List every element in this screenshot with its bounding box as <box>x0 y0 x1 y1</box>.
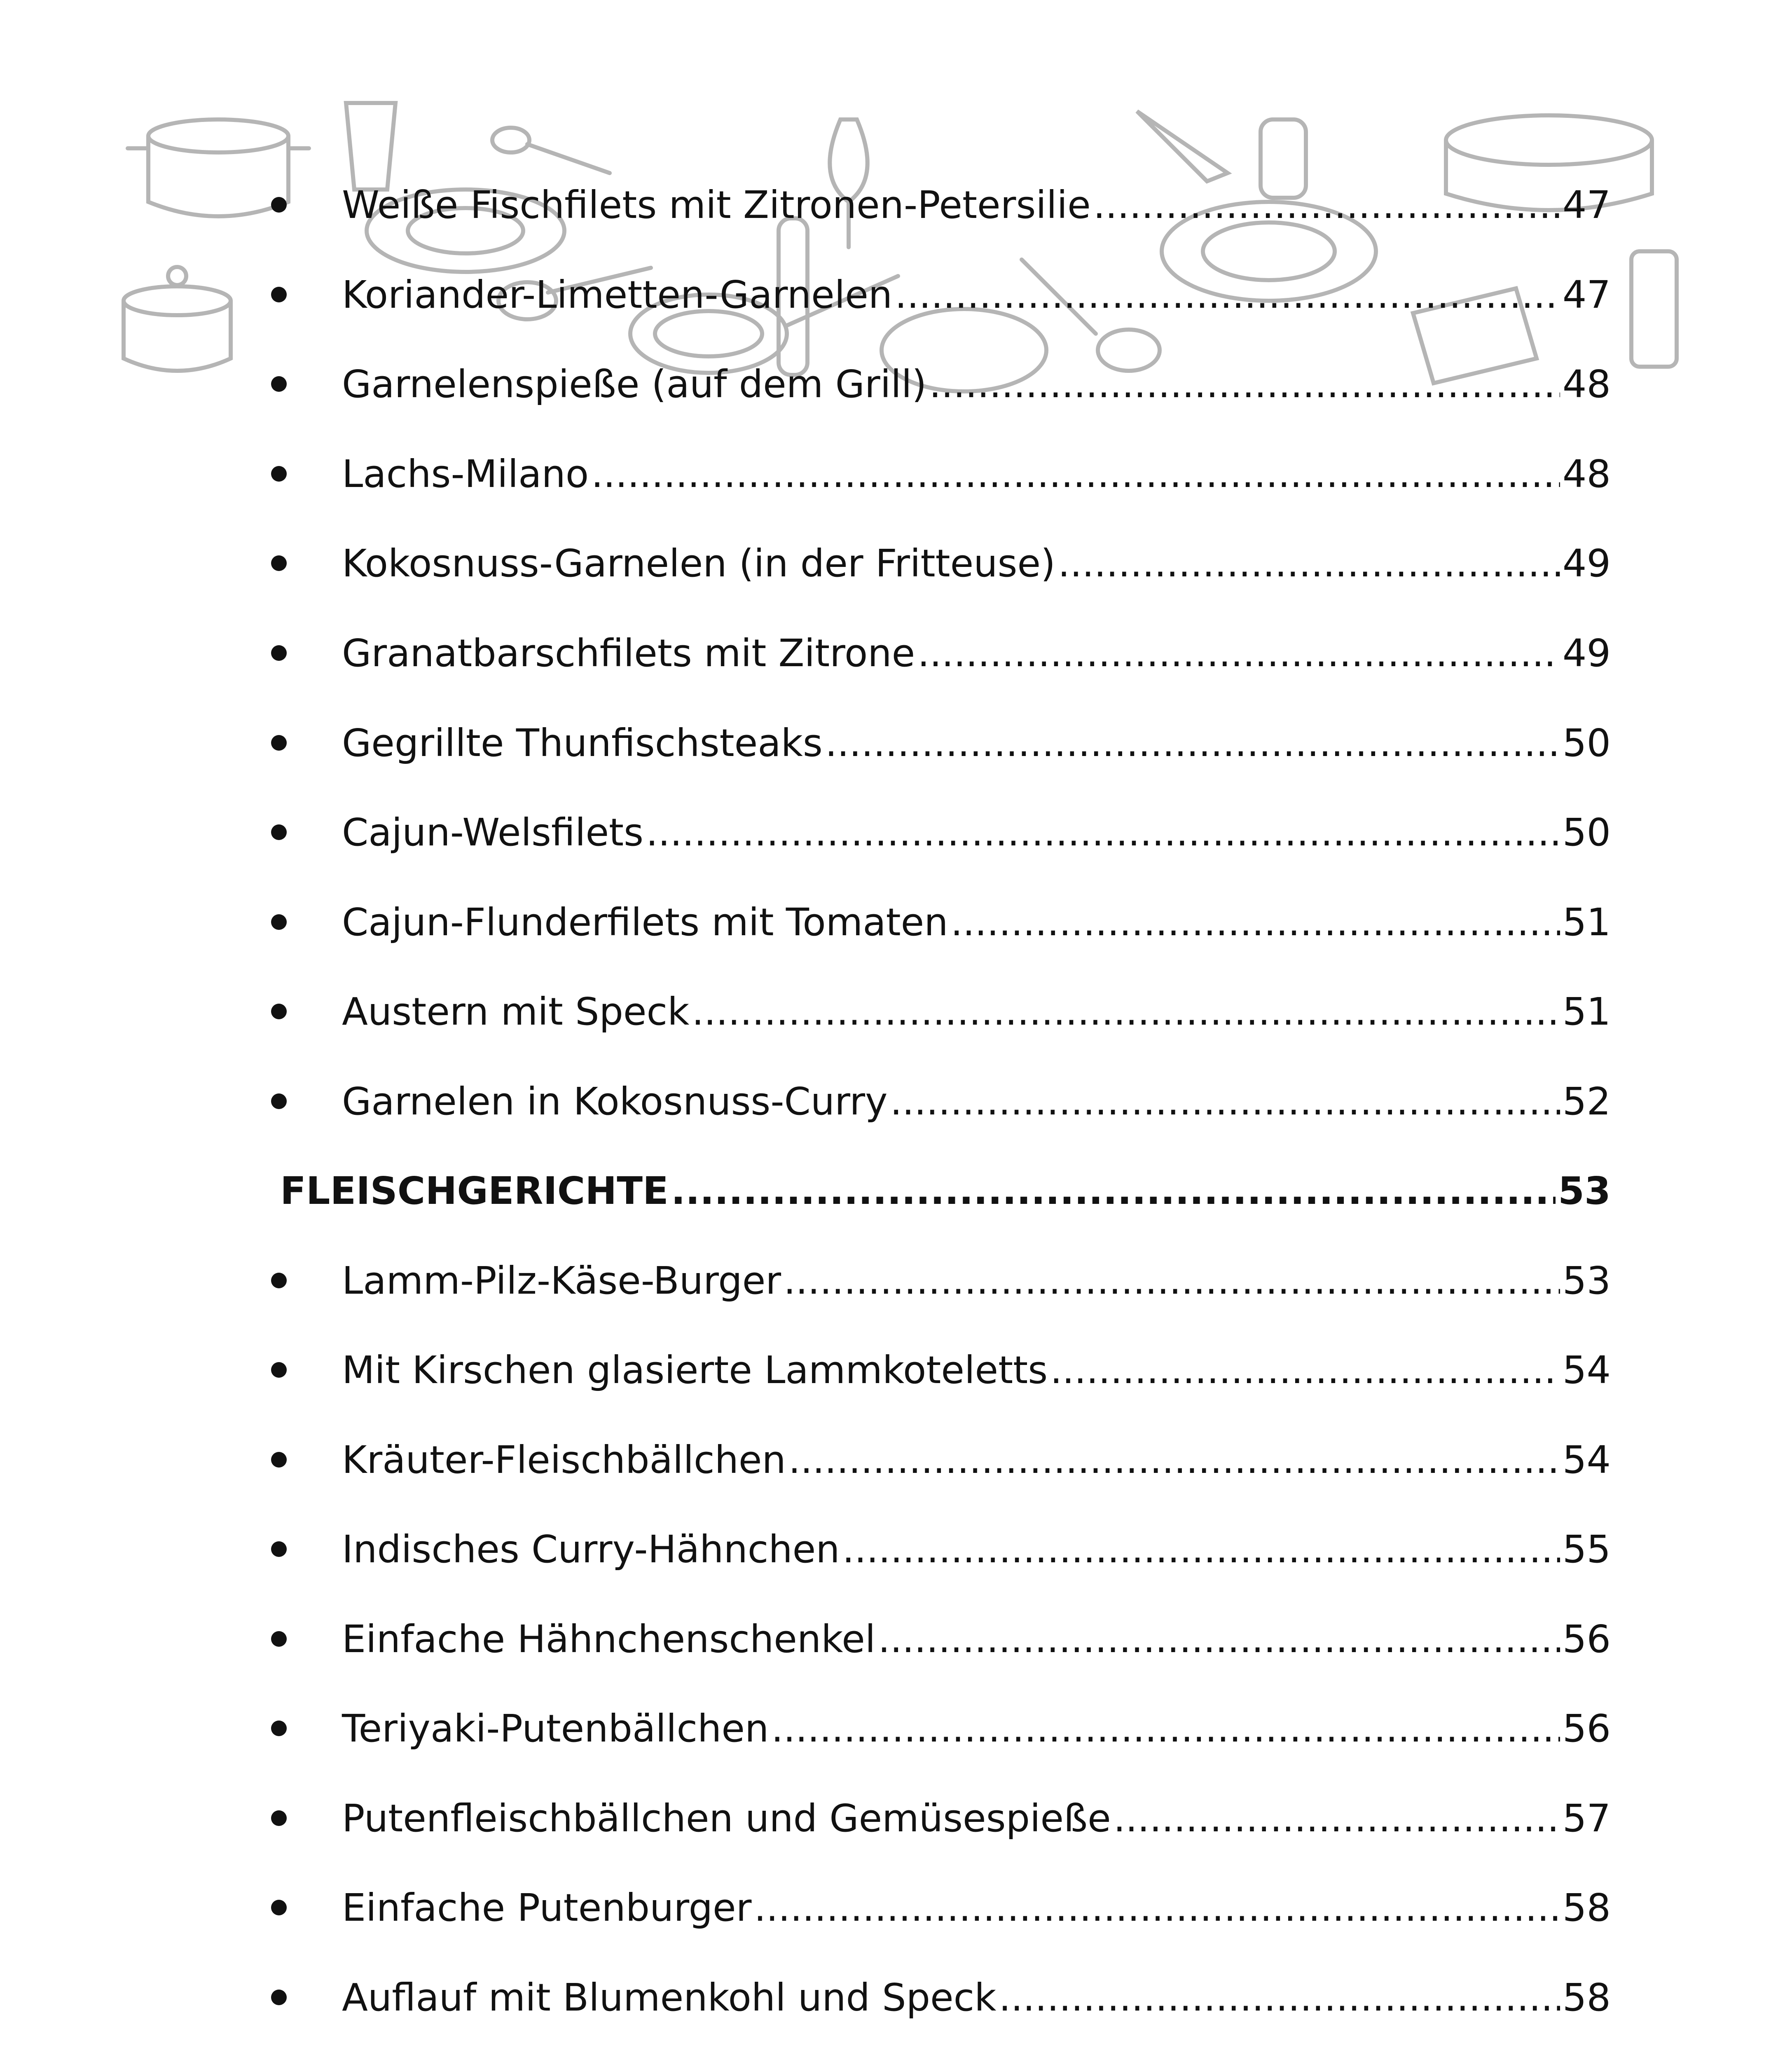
bullet-icon <box>271 1541 287 1557</box>
bullet-icon <box>271 824 287 840</box>
toc-entry[interactable] <box>280 801 1611 863</box>
toc-entry[interactable] <box>280 1966 1611 2028</box>
spoon-icon <box>492 128 610 173</box>
toc-entry-title: Kokosnuss-Garnelen (in der Fritteuse) <box>342 541 1055 585</box>
toc-entry-title: Einfache Hähnchenschenkel <box>342 1617 876 1661</box>
toc-entry[interactable] <box>280 2056 1611 2060</box>
toc-entry-page: 54 <box>1562 1437 1611 1482</box>
toc-entry-page: 47 <box>1562 183 1611 227</box>
dot-leader <box>754 1886 1560 1930</box>
bullet-icon <box>271 376 287 392</box>
dot-leader <box>646 810 1560 854</box>
toc-entry-title: Mit Kirschen glasierte Lammkoteletts <box>342 1348 1048 1392</box>
bullet-icon <box>271 1452 287 1468</box>
toc-entry-title: Koriander-Limetten-Garnelen <box>342 272 893 317</box>
toc-entry-title: Garnelenspieße (auf dem Grill) <box>342 362 927 406</box>
toc-entry[interactable] <box>280 1250 1611 1311</box>
dot-leader <box>929 362 1560 406</box>
toc-entry[interactable] <box>280 1339 1611 1401</box>
toc-entry-title: Granatbarschfilets mit Zitrone <box>342 631 915 675</box>
toc-entry-title: Lachs-Milano <box>342 452 589 496</box>
toc-entry[interactable] <box>280 1787 1611 1849</box>
toc-section-heading[interactable] <box>280 1160 1611 1222</box>
toc-entry[interactable] <box>280 532 1611 594</box>
toc-entry-page: 58 <box>1562 1885 1611 1930</box>
toc-entry[interactable] <box>280 1429 1611 1491</box>
dot-leader <box>825 721 1560 765</box>
toc-entry[interactable] <box>280 1070 1611 1132</box>
toc-entry[interactable] <box>280 981 1611 1042</box>
toc-heading-title: FLEISCHGERICHTE <box>280 1168 669 1213</box>
toc-entry-title: Indisches Curry-Hähnchen <box>342 1527 840 1571</box>
toc-entry-page: 52 <box>1562 1079 1611 1124</box>
bullet-icon <box>271 735 287 751</box>
toc-entry-page: 47 <box>1562 272 1611 317</box>
toc-entry-title: Cajun-Flunderfilets mit Tomaten <box>342 900 948 944</box>
toc-entry-title: Kräuter-Fleischbällchen <box>342 1437 786 1482</box>
bullet-icon <box>271 645 287 661</box>
toc-entry[interactable] <box>280 1697 1611 1759</box>
toc-entry[interactable] <box>280 1877 1611 1938</box>
dot-leader <box>895 273 1560 317</box>
dot-leader <box>999 1976 1560 2020</box>
dot-leader <box>671 1169 1556 1213</box>
bullet-icon <box>271 1093 287 1109</box>
toc-entry[interactable] <box>280 622 1611 684</box>
toc-entry-page: 50 <box>1562 810 1611 854</box>
toc-entry-title: Lamm-Pilz-Käse-Burger <box>342 1258 781 1303</box>
toc-entry-page: 49 <box>1562 631 1611 675</box>
toc-entry[interactable] <box>280 891 1611 953</box>
bullet-icon <box>271 466 287 482</box>
bullet-icon <box>271 1273 287 1288</box>
toc-entry[interactable] <box>280 1608 1611 1670</box>
bullet-icon <box>271 1631 287 1647</box>
toc-entry-title: Teriyaki-Putenbällchen <box>342 1706 769 1751</box>
dot-leader <box>1093 183 1560 227</box>
dot-leader <box>591 452 1560 496</box>
bullet-icon <box>271 1362 287 1378</box>
toc-entry-page: 51 <box>1562 900 1611 944</box>
dot-leader <box>878 1617 1560 1661</box>
toc-entry-page: 51 <box>1562 989 1611 1034</box>
dot-leader <box>771 1707 1560 1751</box>
toc-entry[interactable] <box>280 443 1611 505</box>
toc-entry-title: Einfache Putenburger <box>342 1885 752 1930</box>
dot-leader <box>1058 541 1560 585</box>
bullet-icon <box>271 1990 287 2005</box>
dot-leader <box>917 631 1560 675</box>
dot-leader <box>1050 1348 1560 1392</box>
toc-entry-page: 50 <box>1562 721 1611 765</box>
bullet-icon <box>271 1810 287 1826</box>
toc-entry-title: Austern mit Speck <box>342 989 690 1034</box>
toc-entry-title: Gegrillte Thunfischsteaks <box>342 721 823 765</box>
toc-entry-page: 53 <box>1562 1258 1611 1303</box>
toc-entry[interactable] <box>280 264 1611 325</box>
toc-entry-page: 49 <box>1562 541 1611 585</box>
toc-entry-page: 55 <box>1562 1527 1611 1571</box>
toc-entry-page: 54 <box>1562 1348 1611 1392</box>
toc-entry-title: Garnelen in Kokosnuss-Curry <box>342 1079 888 1124</box>
dot-leader <box>890 1079 1560 1124</box>
toc-entry[interactable] <box>280 712 1611 774</box>
toc-entry-title: Weiße Fischfilets mit Zitronen-Petersilie <box>342 183 1091 227</box>
bullet-icon <box>271 555 287 571</box>
knife-icon <box>1137 111 1228 181</box>
grater-icon <box>1631 251 1677 367</box>
toc-entry-title: Cajun-Welsfilets <box>342 810 644 854</box>
dot-leader <box>692 990 1560 1034</box>
bullet-icon <box>271 1721 287 1736</box>
toc-entry[interactable] <box>280 174 1611 236</box>
dot-leader <box>788 1438 1560 1482</box>
toc-entry-page: 48 <box>1562 362 1611 406</box>
toc-heading-page: 53 <box>1558 1168 1611 1213</box>
dot-leader <box>951 900 1560 944</box>
toc-entry[interactable] <box>280 353 1611 415</box>
dot-leader <box>842 1527 1560 1571</box>
bullet-icon <box>271 1004 287 1019</box>
toc-entry-page: 58 <box>1562 1975 1611 2020</box>
toc-entry-page: 48 <box>1562 452 1611 496</box>
lidded-pot-icon <box>124 267 231 371</box>
dot-leader <box>784 1259 1560 1303</box>
toc-entry-page: 56 <box>1562 1617 1611 1661</box>
toc-entry-page: 56 <box>1562 1706 1611 1751</box>
bullet-icon <box>271 1900 287 1915</box>
toc-entry-page: 57 <box>1562 1796 1611 1840</box>
bullet-icon <box>271 197 287 213</box>
bullet-icon <box>271 914 287 930</box>
toc-entry-title: Putenfleischbällchen und Gemüsespieße <box>342 1796 1111 1840</box>
bullet-icon <box>271 287 287 302</box>
toc-entry-title: Auflauf mit Blumenkohl und Speck <box>342 1975 997 2020</box>
dot-leader <box>1114 1796 1560 1840</box>
toc-entry[interactable] <box>280 1518 1611 1580</box>
